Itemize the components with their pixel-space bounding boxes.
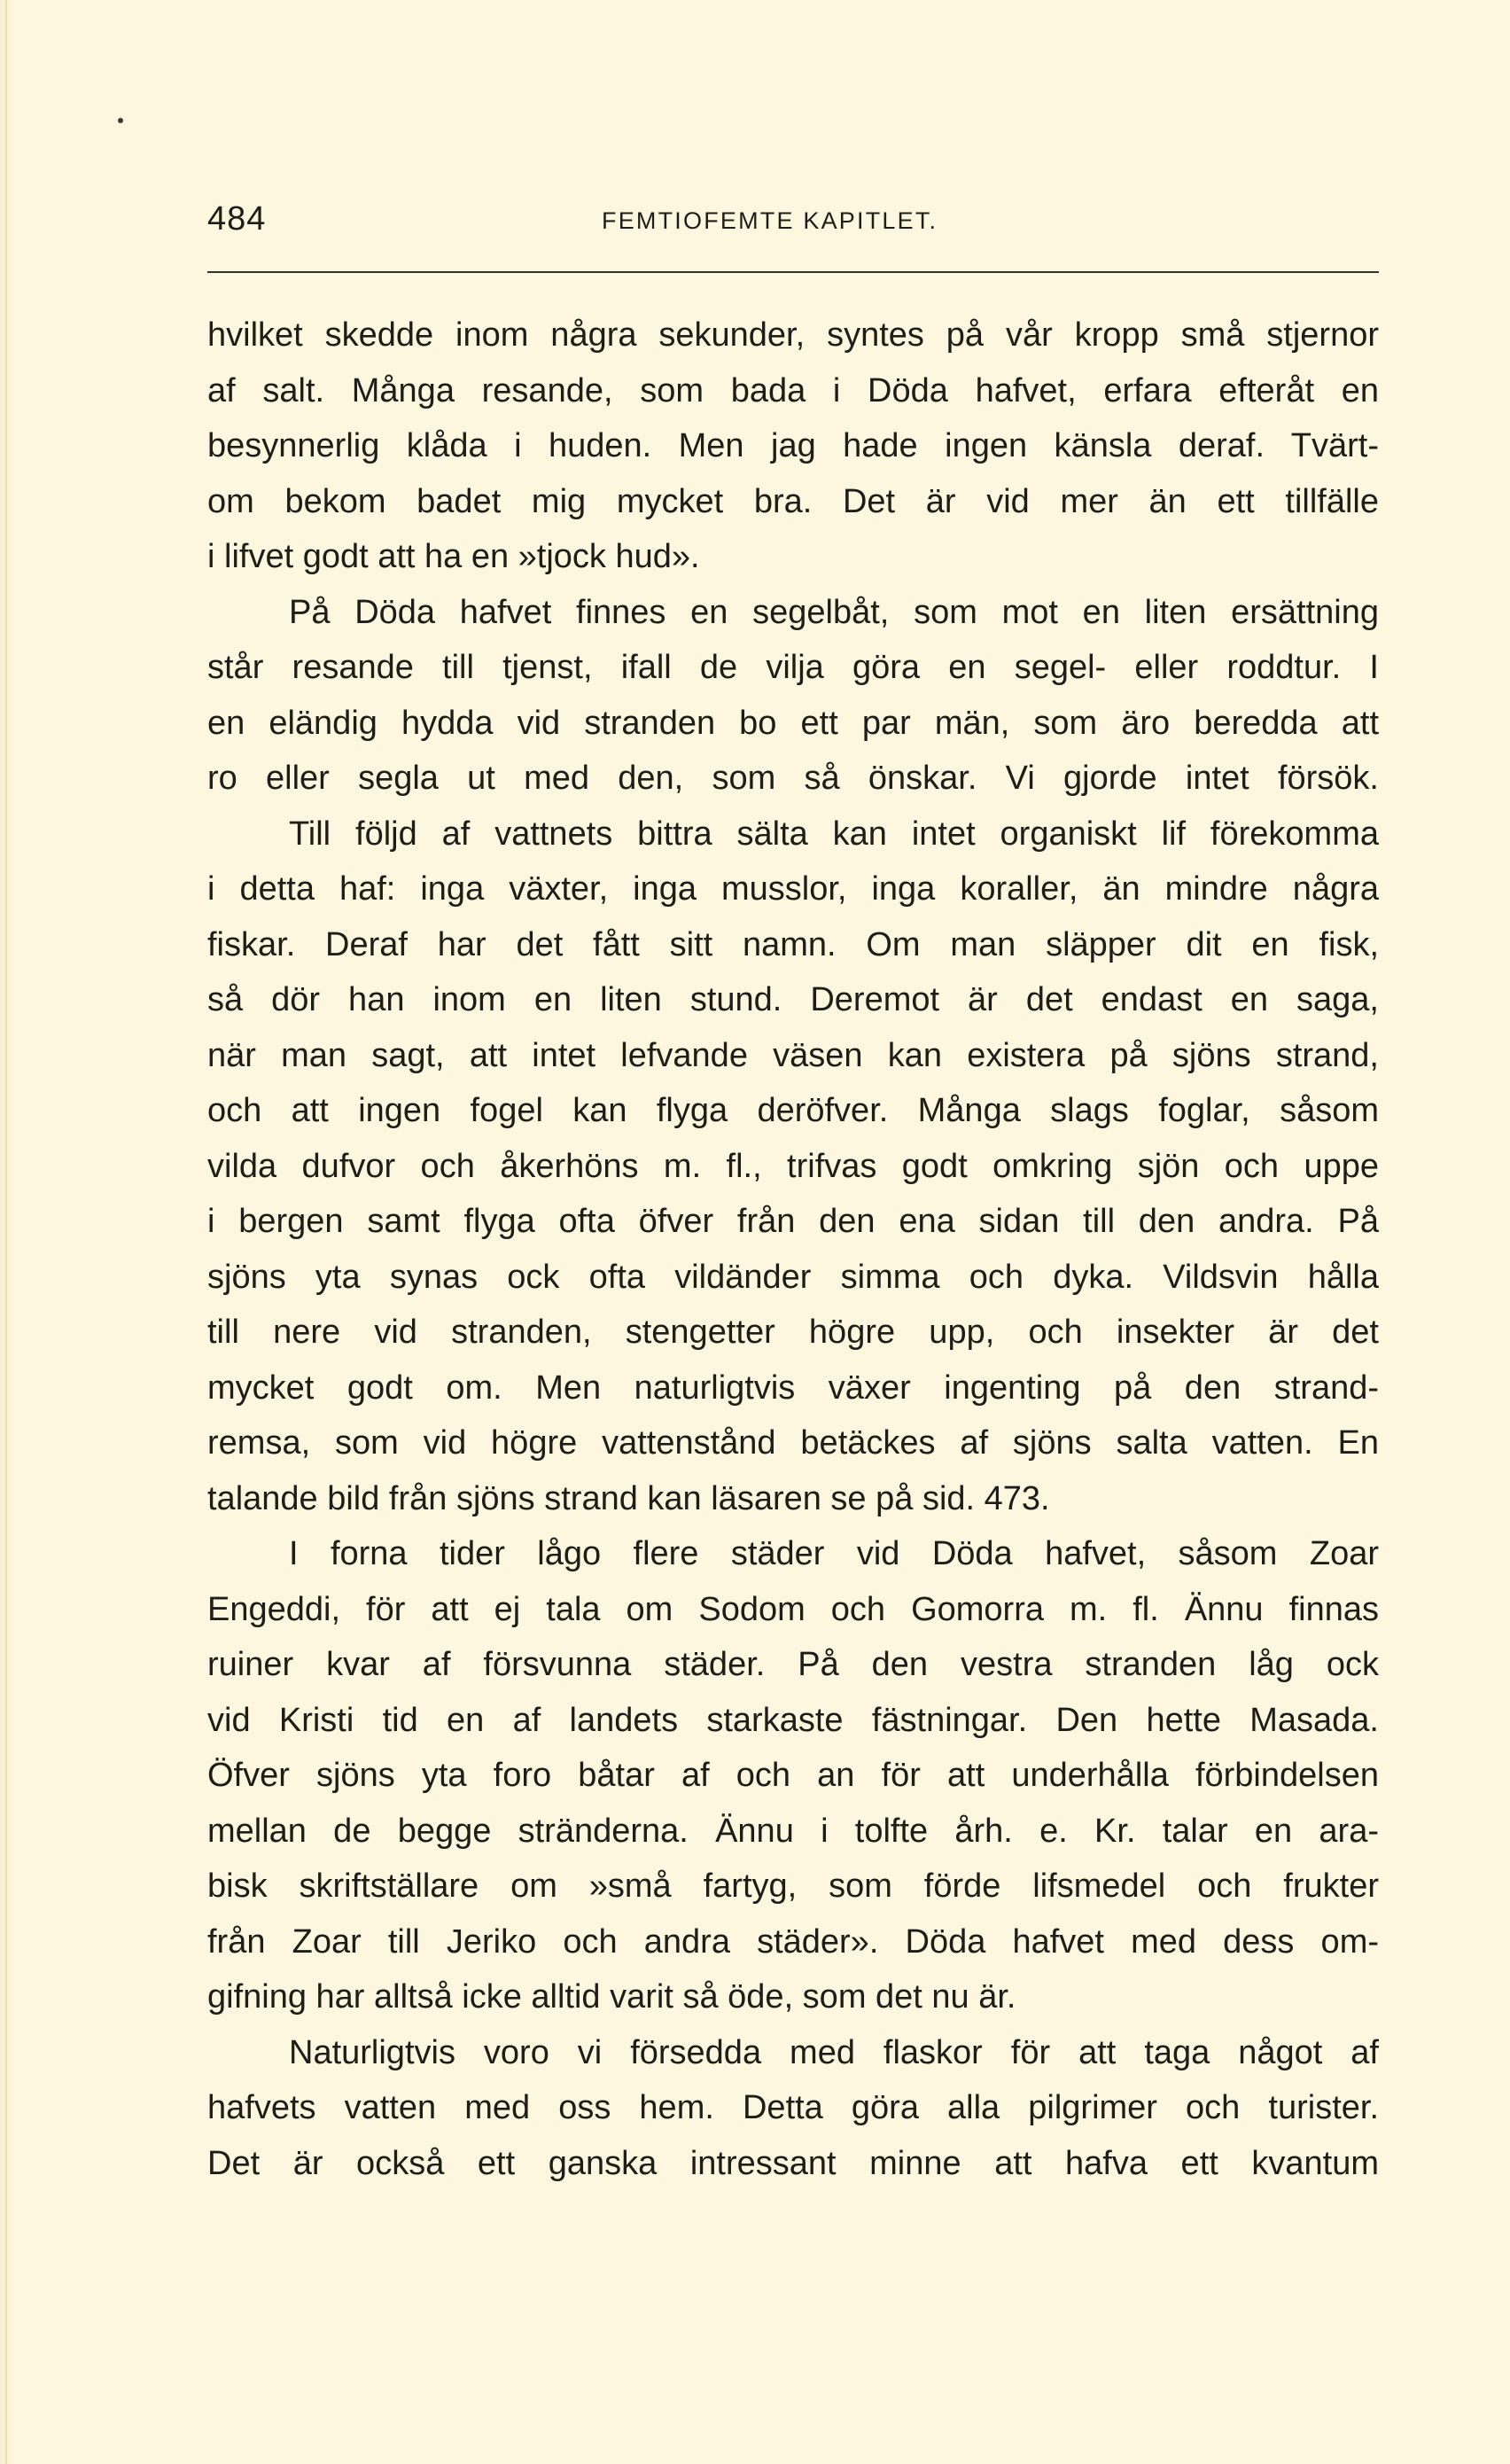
page-edge <box>5 0 7 2464</box>
running-head: FEMTIOFEMTE KAPITLET. <box>602 207 938 234</box>
text-line: vilda dufvor och åkerhöns m. fl., trifvas godt omkring sjön och uppe <box>207 1147 1379 1185</box>
text-line: af salt. Många resande, som bada i Döda hafvet, erfara efteråt en <box>207 371 1379 409</box>
text-line: och att ingen fogel kan flyga deröfver. Många slags foglar, såsom <box>207 1092 1379 1129</box>
text-line: talande bild från sjöns strand kan läsaren se på sid. 473. <box>207 1479 1050 1517</box>
text-line: från Zoar till Jeriko och andra städer». Döda hafvet med dess om- <box>207 1922 1379 1961</box>
text-line: i lifvet godt att ha en »tjock hud». <box>207 538 700 575</box>
header-rule <box>207 271 1379 273</box>
text-line: till nere vid stranden, stengetter högre upp, och insekter är det <box>207 1314 1379 1351</box>
text-line: Naturligtvis voro vi försedda med flaskor för att taga något af <box>289 2033 1379 2071</box>
text-line: om bekom badet mig mycket bra. Det är vid mer än ett tillfälle <box>207 482 1379 520</box>
text-line: mellan de begge stränderna. Ännu i tolfte årh. e. Kr. talar en ara- <box>207 1812 1379 1850</box>
text-line: Till följd af vattnets bittra sälta kan intet organiskt lif förekomma <box>289 815 1379 853</box>
text-line: står resande till tjenst, ifall de vilja göra en segel- eller roddtur. I <box>207 649 1379 686</box>
text-line: sjöns yta synas ock ofta vildänder simma och dyka. Vildsvin hålla <box>207 1258 1379 1296</box>
ink-speck <box>118 118 123 123</box>
body-text <box>207 308 1379 2191</box>
text-line: hafvets vatten med oss hem. Detta göra alla pilgrimer och turister. <box>207 2089 1379 2126</box>
page-header <box>207 197 1379 250</box>
text-line: bisk skriftställare om »små fartyg, som förde lifsmedel och frukter <box>207 1867 1379 1905</box>
text-line: i bergen samt flyga ofta öfver från den ena sidan till den andra. På <box>207 1203 1379 1240</box>
text-line: gifning har alltså icke alltid varit så öde, som det nu är. <box>207 1978 1016 2016</box>
text-line: i detta haf: inga växter, inga musslor, inga koraller, än mindre några <box>207 870 1379 908</box>
text-line: mycket godt om. Men naturligtvis växer ingenting på den strand- <box>207 1368 1379 1407</box>
text-line: På Döda hafvet finnes en segelbåt, som mot en liten ersättning <box>289 593 1379 631</box>
text-line: när man sagt, att intet lefvande väsen kan existera på sjöns strand, <box>207 1036 1379 1074</box>
text-line: remsa, som vid högre vattenstånd betäckes af sjöns salta vatten. En <box>207 1424 1379 1462</box>
page-number: 484 <box>207 200 267 238</box>
text-line: vid Kristi tid en af landets starkaste fästningar. Den hette Masada. <box>207 1701 1379 1739</box>
text-line: hvilket skedde inom några sekunder, syntes på vår kropp små stjernor <box>207 316 1379 354</box>
text-line: Det är också ett ganska intressant minne att hafva ett kvantum <box>207 2144 1379 2182</box>
text-line: så dör han inom en liten stund. Deremot är det endast en saga, <box>207 981 1379 1018</box>
text-line: fiskar. Deraf har det fått sitt namn. Om man släpper dit en fisk, <box>207 925 1379 963</box>
text-line: en eländig hydda vid stranden bo ett par män, som äro beredda att <box>207 704 1379 742</box>
text-line: ruiner kvar af försvunna städer. På den vestra stranden låg ock <box>207 1646 1379 1683</box>
text-line: ro eller segla ut med den, som så önskar. Vi gjorde intet försök. <box>207 760 1379 797</box>
text-line: I forna tider lågo flere städer vid Döda hafvet, såsom Zoar <box>289 1535 1379 1572</box>
text-line: Öfver sjöns yta foro båtar af och an för att underhålla förbindelsen <box>207 1757 1379 1794</box>
text-line: besynnerlig klåda i huden. Men jag hade ingen känsla deraf. Tvärt- <box>207 427 1379 464</box>
text-line: Engeddi, för att ej tala om Sodom och Gomorra m. fl. Ännu finnas <box>207 1590 1379 1628</box>
